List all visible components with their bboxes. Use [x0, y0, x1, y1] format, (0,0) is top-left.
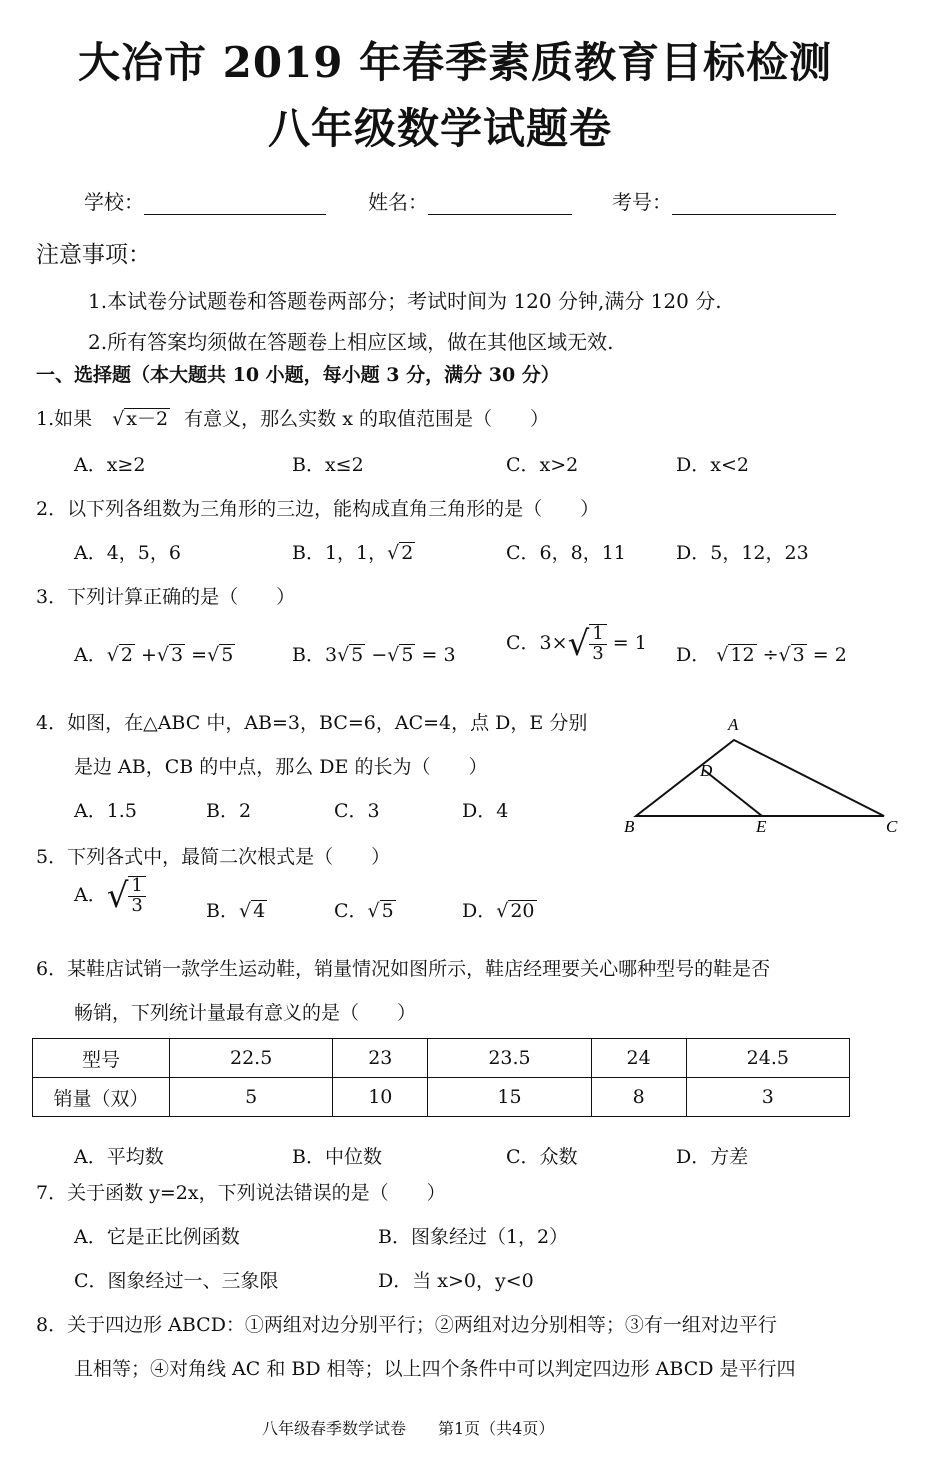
q5-option-c[interactable]: C．√ 5 [334, 900, 394, 922]
question-6-stem-line1: 6．某鞋店试销一款学生运动鞋，销量情况如图所示，鞋店经理要关心哪种型号的鞋是否 [36, 958, 771, 980]
q5-a-denominator: 3 [131, 894, 143, 916]
q7-option-b[interactable]: B．图象经过（1，2） [378, 1226, 569, 1248]
exam-title: 大冶市 2019 年春季素质教育目标检测 [78, 38, 833, 87]
exam-number-field [612, 186, 836, 215]
q3-option-b-label: B． [292, 644, 325, 666]
q5-option-b-label: B． [206, 900, 239, 922]
q3-a-equals: = [191, 644, 208, 666]
q2-option-a[interactable]: A．4，5，6 [74, 542, 181, 564]
q3-option-b[interactable]: B．3√ 5 −√ 5 = 3 [292, 644, 456, 666]
q3-option-c-label: C． [506, 631, 540, 654]
school-blank[interactable] [144, 192, 326, 215]
name-blank[interactable] [428, 192, 572, 215]
q3-b-radical-2: 5 [401, 644, 414, 666]
table-row-sales [33, 1078, 850, 1117]
q5-option-d-label: D． [462, 900, 497, 922]
school-field [84, 186, 326, 215]
table-cell-sales: 15 [428, 1078, 591, 1117]
q7-option-a[interactable]: A．它是正比例函数 [74, 1226, 240, 1248]
question-8-line1: 8．关于四边形 ABCD：①两组对边分别平行；②两组对边分别相等；③有一组对边平行 [36, 1314, 777, 1336]
point-e-label: E [756, 817, 767, 836]
exam-number-blank[interactable] [672, 192, 836, 215]
q3-b-result: = 3 [421, 644, 456, 666]
triangle-abc [636, 740, 884, 816]
notice-item-2: 2.所有答案均须做在答题卷上相应区域，做在其他区域无效. [88, 330, 614, 354]
q3-d-radical-2: 3 [792, 644, 805, 666]
q1-stem-post: 有意义，那么实数 x 的取值范围是（ ） [184, 408, 549, 430]
q3-option-c[interactable]: C．3×√ $\frac{1}{3}$ = 1 [506, 623, 647, 664]
q6-option-b[interactable]: B．中位数 [292, 1146, 382, 1168]
q4-option-c[interactable]: C．3 [334, 800, 380, 822]
q3-option-a[interactable]: A．√ 2 +√ 3 =√ 5 [74, 644, 234, 666]
sales-table [32, 1038, 850, 1117]
q3-a-radical-3: 5 [221, 644, 234, 666]
q6-option-d[interactable]: D．方差 [676, 1146, 749, 1168]
q3-a-radical-2: 3 [171, 644, 184, 666]
notice-item-1: 1.本试卷分试题卷和答题卷两部分；考试时间为 120 分钟,满分 120 分. [88, 289, 722, 313]
q1-radical: x－2 [126, 408, 169, 430]
q2-option-b[interactable]: B．1，1，√ 2 [292, 542, 414, 564]
question-5-stem: 5．下列各式中，最简二次根式是（ ） [36, 846, 391, 868]
exam-subtitle: 八年级数学试题卷 [268, 104, 613, 153]
table-cell-size: 23.5 [428, 1039, 591, 1078]
page-footer: 八年级春季数学试卷 第1页（共4页） [262, 1419, 555, 1438]
question-6-stem-line2: 畅销，下列统计量最有意义的是（ ） [74, 1002, 417, 1024]
q2-option-c[interactable]: C．6，8，11 [506, 542, 626, 564]
section-heading: 一、选择题（本大题共 10 小题，每小题 3 分，满分 30 分） [36, 364, 560, 386]
q3-option-d[interactable]: D． √ 12 ÷√ 3 = 2 [676, 644, 847, 666]
q3-a-radical-1: 2 [120, 644, 133, 666]
q5-option-a-label: A． [74, 883, 107, 906]
question-7-stem: 7．关于函数 y=2x，下列说法错误的是（ ） [36, 1182, 446, 1204]
question-3-stem: 3．下列计算正确的是（ ） [36, 586, 296, 608]
table-header-sales: 销量（双） [33, 1078, 170, 1117]
q4-option-d[interactable]: D．4 [462, 800, 509, 822]
name-field [368, 186, 572, 215]
question-1-stem: 1.如果 √ x－2 有意义，那么实数 x 的取值范围是（ ） [36, 408, 549, 430]
q5-c-radical: 5 [381, 900, 394, 922]
q5-a-numerator: 1 [128, 877, 145, 897]
exam-number-label: 考号： [612, 190, 672, 214]
q6-option-c[interactable]: C．众数 [506, 1146, 578, 1168]
q3-b-operator: − [371, 644, 388, 666]
table-row-sizes [33, 1039, 850, 1078]
table-cell-size: 24.5 [686, 1039, 849, 1078]
q5-d-radical: 20 [510, 900, 535, 922]
q3-option-a-label: A． [74, 644, 107, 666]
notice-heading: 注意事项： [36, 242, 151, 268]
q5-option-c-label: C． [334, 900, 368, 922]
q2-option-b-pre: B．1，1， [292, 542, 388, 564]
q3-c-numerator: 1 [589, 625, 606, 645]
q3-b-coefficient: 3 [324, 644, 338, 666]
q3-a-operator: + [140, 644, 157, 666]
table-cell-size: 24 [591, 1039, 686, 1078]
q5-option-b[interactable]: B．√ 4 [206, 900, 266, 922]
q5-b-radical: 4 [253, 900, 266, 922]
q1-option-d[interactable]: D．x<2 [676, 454, 749, 476]
question-4-stem-line2: 是边 AB，CB 的中点，那么 DE 的长为（ ） [74, 756, 488, 778]
q1-option-c[interactable]: C．x>2 [506, 454, 579, 476]
table-cell-size: 22.5 [170, 1039, 333, 1078]
q3-d-operator: ÷ [762, 644, 779, 666]
q7-option-c[interactable]: C．图象经过一、三象限 [74, 1270, 279, 1292]
question-8-line2: 且相等；④对角线 AC 和 BD 相等；以上四个条件中可以判定四边形 ABCD 是平行四 [74, 1358, 796, 1380]
q3-d-result: = 2 [812, 644, 847, 666]
point-a-label: A [728, 715, 739, 734]
q5-a-fraction [128, 876, 145, 916]
q2-option-d[interactable]: D．5，12，23 [676, 542, 809, 564]
point-c-label: C [886, 817, 898, 836]
table-header-size: 型号 [33, 1039, 170, 1078]
point-b-label: B [624, 817, 635, 836]
q4-option-a[interactable]: A．1.5 [74, 800, 137, 822]
point-d-label: D [700, 761, 713, 780]
q3-c-result: = 1 [612, 631, 647, 654]
q3-c-multiplier: 3× [539, 631, 568, 654]
question-2-stem: 2．以下列各组数为三角形的三边，能构成直角三角形的是（ ） [36, 498, 600, 520]
q4-option-b[interactable]: B．2 [206, 800, 252, 822]
q2-option-b-radical: 2 [401, 542, 414, 564]
segment-de [704, 770, 762, 816]
q1-option-b[interactable]: B．x≤2 [292, 454, 364, 476]
q1-stem-pre: 1.如果 [36, 408, 93, 430]
q3-c-fraction [589, 624, 606, 664]
triangle-figure [616, 706, 916, 842]
table-cell-sales: 3 [686, 1078, 849, 1117]
q6-option-a[interactable]: A．平均数 [74, 1146, 164, 1168]
q3-option-d-label: D． [676, 644, 711, 666]
table-cell-sales: 5 [170, 1078, 333, 1117]
question-4-stem-line1: 4．如图，在△ABC 中，AB=3，BC=6，AC=4，点 D，E 分别 [36, 712, 588, 734]
table-cell-sales: 10 [333, 1078, 428, 1117]
name-label: 姓名： [368, 190, 428, 214]
table-cell-sales: 8 [591, 1078, 686, 1117]
q5-option-d[interactable]: D．√ 20 [462, 900, 535, 922]
table-cell-size: 23 [333, 1039, 428, 1078]
q5-option-a[interactable]: A．√ $\frac{1}{3}$ [74, 876, 146, 916]
school-label: 学校： [84, 190, 144, 214]
q1-option-a[interactable]: A．x≥2 [74, 454, 146, 476]
q7-option-d[interactable]: D．当 x>0，y<0 [378, 1270, 534, 1292]
q3-b-radical-1: 5 [351, 644, 364, 666]
q3-d-radical-1: 12 [730, 644, 755, 666]
q3-c-denominator: 3 [592, 642, 604, 664]
